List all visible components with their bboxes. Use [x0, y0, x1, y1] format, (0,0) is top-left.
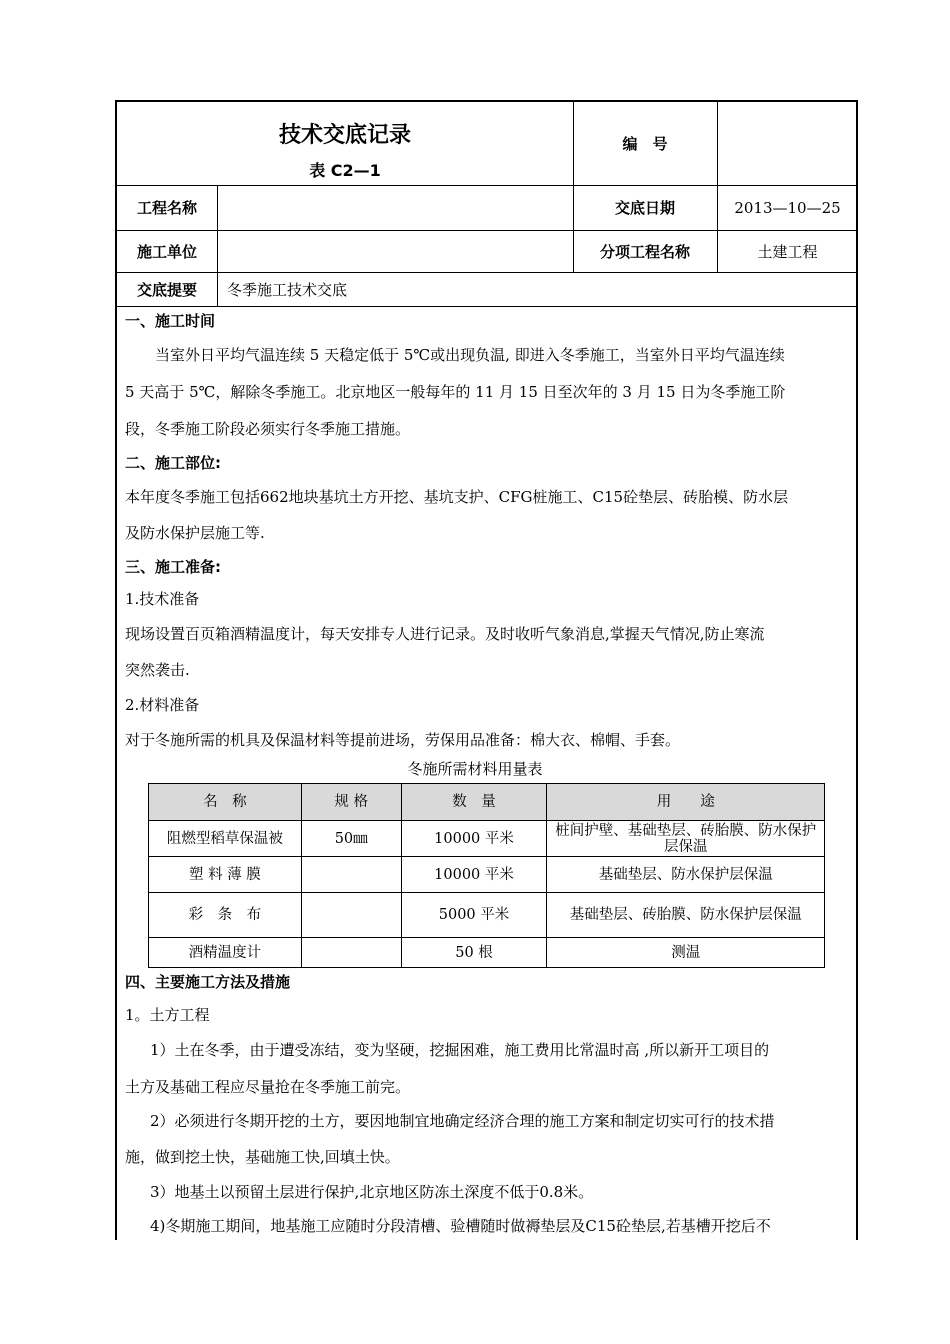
- paragraph-line: 1）土在冬季，由于遭受冻结，变为坚硬，挖掘困难，施工费用比常温时高 ,所以新开工项目的: [150, 1041, 770, 1059]
- sub-heading: 2.材料准备: [125, 696, 200, 714]
- section-heading: 四、主要施工方法及措施: [125, 973, 291, 991]
- form-number: 表 C2—1: [309, 161, 381, 180]
- paragraph-line: 土方及基础工程应尽量抢在冬季施工前完。: [125, 1078, 411, 1096]
- table-row: [149, 857, 825, 893]
- paragraph-line: 5 天高于 5℃，解除冬季施工。北京地区一般每年的 11 月 15 日至次年的 3 月 15 日为冬季施工阶: [125, 383, 786, 401]
- table-cell: 彩 条 布: [149, 893, 302, 938]
- paragraph-line: 施，做到挖土快，基础施工快,回填土快。: [125, 1148, 400, 1166]
- paragraph-line: 及防水保护层施工等.: [125, 524, 265, 542]
- header-cell: 数 量: [401, 784, 547, 821]
- row-divider: [117, 306, 856, 307]
- paragraph-line: 段，冬季施工阶段必须实行冬季施工措施。: [125, 420, 411, 438]
- table-cell: 桩间护壁、基础垫层、砖胎膜、防水保护层保温: [547, 821, 825, 857]
- section-heading: 二、施工部位:: [125, 454, 221, 472]
- paragraph-line: 当室外日平均气温连续 5 天稳定低于 5℃或出现负温, 即进入冬季施工，当室外日平均气温连续: [155, 346, 785, 364]
- summary-value: 冬季施工技术交底: [227, 280, 348, 299]
- paragraph-line: 3）地基土以预留土层进行保护,北京地区防冻土深度不低于0.8米。: [150, 1183, 594, 1201]
- header-cell: 规 格: [301, 784, 401, 821]
- table-cell: 基础垫层、防水保护层保温: [547, 857, 825, 893]
- table-row: [149, 938, 825, 968]
- table-cell: 50㎜: [301, 821, 401, 857]
- sub-project-value: 土建工程: [757, 242, 818, 261]
- paragraph-line: 突然袭击.: [125, 661, 190, 679]
- table-cell: [301, 938, 401, 968]
- section-heading: 一、施工时间: [125, 312, 216, 330]
- paragraph-line: 对于冬施所需的机具及保温材料等提前进场，劳保用品准备：棉大衣、棉帽、手套。: [125, 731, 681, 749]
- table-cell: 阻燃型稻草保温被: [149, 821, 302, 857]
- paragraph-line: 现场设置百页箱酒精温度计，每天安排专人进行记录。及时收听气象消息,掌握天气情况,防止寒流: [125, 625, 765, 643]
- header-cell: 用 途: [547, 784, 825, 821]
- paragraph-line: 4)冬期施工期间，地基施工应随时分段清槽、验槽随时做褥垫层及C15砼垫层,若基槽开挖后不: [150, 1217, 771, 1235]
- table-caption: 冬施所需材料用量表: [407, 760, 543, 778]
- paragraph-line: 2）必须进行冬期开挖的土方，要因地制宜地确定经济合理的施工方案和制定切实可行的技术措: [150, 1112, 775, 1130]
- table-cell: [301, 857, 401, 893]
- date-label: 交底日期: [614, 199, 675, 217]
- serial-value: [717, 102, 858, 185]
- serial-label: 编 号: [622, 135, 668, 153]
- table-cell: 10000 平米: [401, 821, 547, 857]
- date-value: 2013—10—25: [734, 198, 841, 217]
- contractor-value: [217, 230, 573, 272]
- table-cell: 50 根: [401, 938, 547, 968]
- table-cell: 测温: [547, 938, 825, 968]
- header-cell: 名 称: [149, 784, 302, 821]
- paragraph-line: 本年度冬季施工包括662地块基坑土方开挖、基坑支护、CFG桩施工、C15砼垫层、砖胎模、防水层: [125, 488, 789, 506]
- sub-heading: 1。土方工程: [125, 1006, 210, 1024]
- table-cell: 塑 料 薄 膜: [149, 857, 302, 893]
- table-cell: 酒精温度计: [149, 938, 302, 968]
- table-header-row: [149, 784, 825, 821]
- table-cell: 5000 平米: [401, 893, 547, 938]
- project-name-label: 工程名称: [136, 199, 197, 217]
- section-heading: 三、施工准备:: [125, 558, 221, 576]
- table-cell: 10000 平米: [401, 857, 547, 893]
- record-frame: [115, 100, 858, 1240]
- table-cell: [301, 893, 401, 938]
- table-cell: 基础垫层、砖胎膜、防水保护层保温: [547, 893, 825, 938]
- summary-label: 交底提要: [136, 280, 197, 299]
- table-row: [149, 821, 825, 857]
- contractor-label: 施工单位: [136, 242, 197, 261]
- materials-table: [148, 783, 825, 968]
- sub-heading: 1.技术准备: [125, 590, 200, 608]
- table-row: [149, 893, 825, 938]
- page-title: 技术交底记录: [278, 123, 411, 148]
- sub-project-label: 分项工程名称: [599, 242, 690, 261]
- project-name-value: [217, 185, 573, 230]
